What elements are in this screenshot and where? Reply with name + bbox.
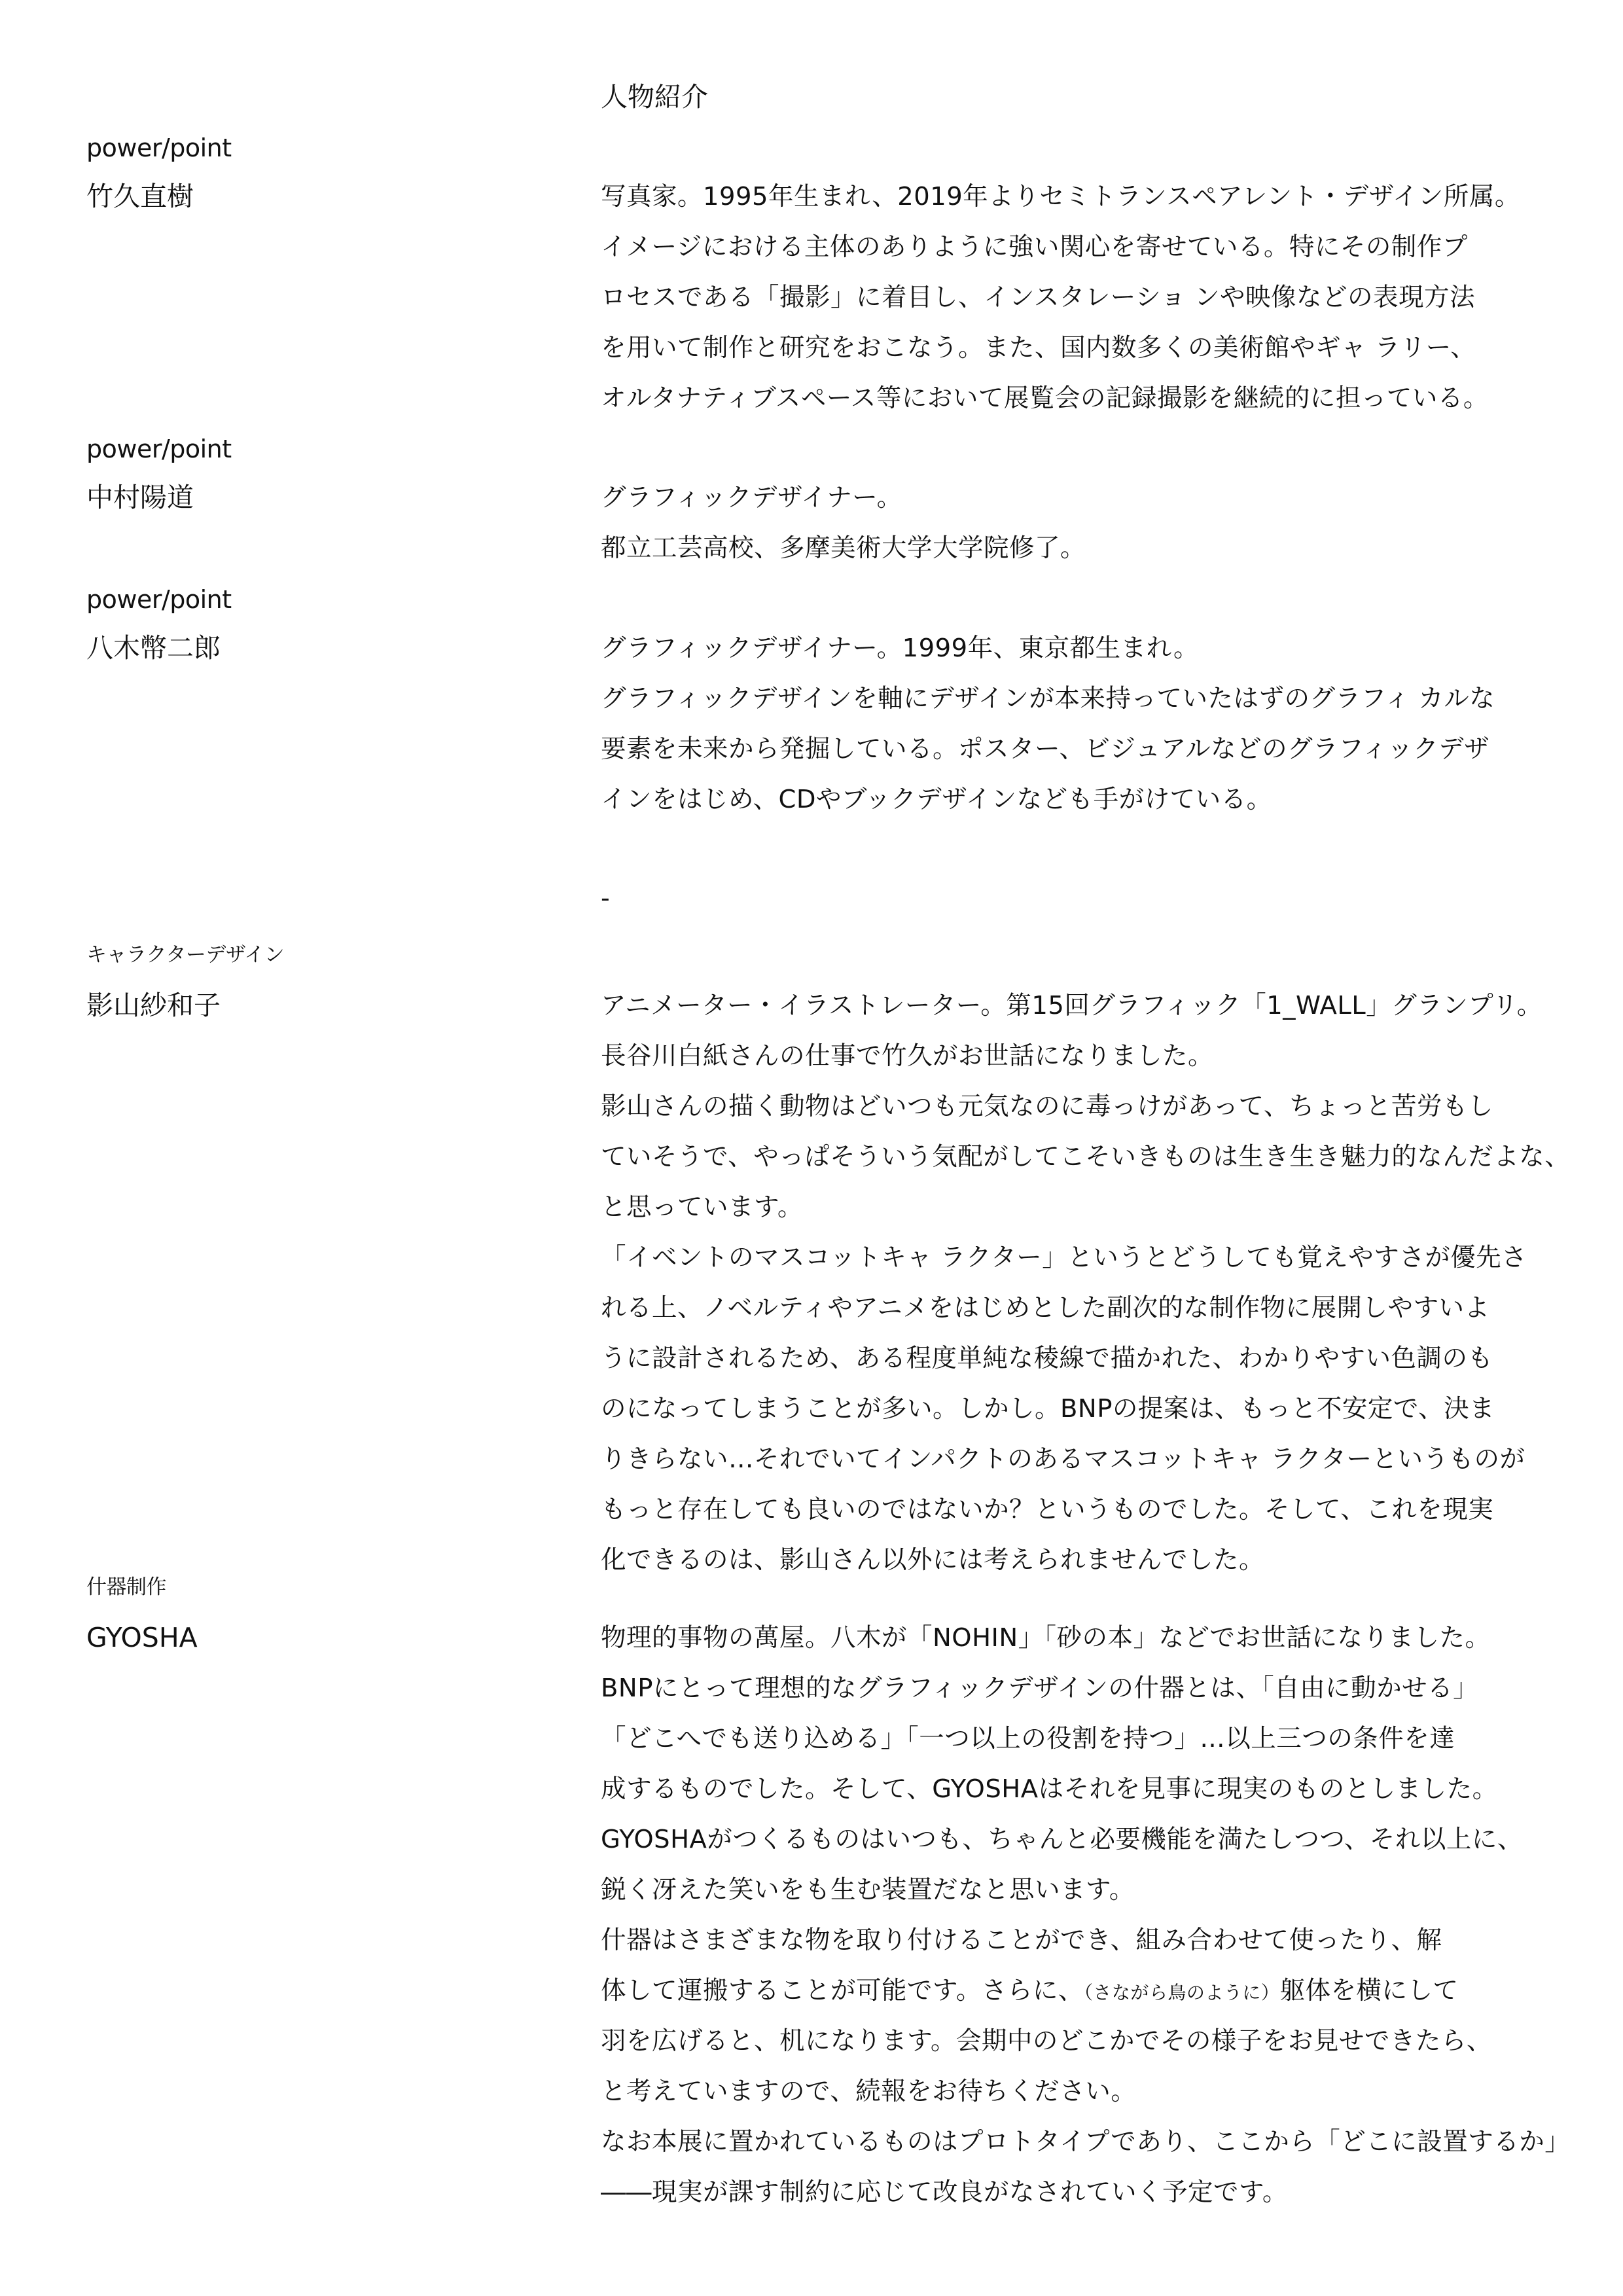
person-name: 中村陽道: [86, 482, 194, 513]
bio-line: オルタナティブスペース等において展覧会の記録撮影を継続的に担っている。: [601, 384, 1489, 413]
bio-line: ていそうで、やっぱそういう気配がしてこそいきものは生き生き魅力的なんだよな、: [601, 1142, 1571, 1172]
section-separator: -: [601, 884, 610, 912]
bio-line: 羽を広げると、机になります。会期中のどこかでその様子をお見せできたら、: [601, 2026, 1492, 2056]
bio-line: アニメーター・イラストレーター。第15回グラフィック「1_WALL」グランプリ。: [601, 991, 1543, 1020]
role-label: power/point: [86, 435, 232, 463]
person-name: 影山紗和子: [86, 990, 221, 1021]
person-name: GYOSHA: [86, 1622, 198, 1653]
bio-line: GYOSHAがつくるものはいつも、ちゃんと必要機能を満たしつつ、それ以上に、: [601, 1825, 1523, 1854]
bio-line: りきらない…それでいてインパクトのあるマスコットキャ ラクターというものが: [601, 1444, 1525, 1474]
bio-line: 影山さんの描く動物はどいつも元気なのに毒っけがあって、ちょっと苦労もし: [601, 1092, 1493, 1121]
bio-line: 成するものでした。そして、GYOSHAはそれを見事に現実のものとしました。: [601, 1774, 1498, 1804]
bio-line: うに設計されるため、ある程度単純な稜線で描かれた、わかりやすい色調のも: [601, 1344, 1493, 1373]
person-bio: [601, 980, 1571, 1585]
bio-line-text: 体して運搬することが可能です。さらに、: [601, 1976, 1084, 2005]
person-name: 八木幣二郎: [86, 632, 221, 664]
bio-line: 什器はさまざまな物を取り付けることができ、組み合わせて使ったり、解: [601, 1926, 1442, 1955]
bio-line: 物理的事物の萬屋。八木が「NOHIN」「砂の本」などでお世話になりました。: [601, 1623, 1491, 1653]
bio-line: グラフィックデザイナー。: [601, 483, 902, 512]
role-label: power/point: [86, 134, 232, 162]
bio-line: と考えていますので、続報をお待ちください。: [601, 2077, 1137, 2106]
bio-line: もっと存在しても良いのではないか？というものでした。そして、これを現実: [601, 1495, 1494, 1524]
bio-line: BNPにとって理想的なグラフィックデザインの什器とは、「自由に動かせる」: [601, 1674, 1479, 1703]
bio-line: 「どこへでも送り込める」「一つ以上の役割を持つ」…以上三つの条件を達: [601, 1724, 1455, 1753]
bio-line: 長谷川白紙さんの仕事で竹久がお世話になりました。: [601, 1041, 1214, 1071]
person-bio: [601, 1613, 1571, 2217]
bio-line: 化できるのは、影山さん以外には考えられませんでした。: [601, 1545, 1265, 1575]
role-label: power/point: [86, 585, 232, 614]
bio-line: グラフィックデザインを軸にデザインが本来持っていたはずのグラフィ カルな: [601, 684, 1495, 713]
bio-line: 写真家。1995年生まれ、2019年よりセミトランスペアレント・デザイン所属。: [601, 182, 1520, 211]
bio-line: を用いて制作と研究をおこなう。また、国内数多くの美術館やギャ ラリー、: [601, 333, 1476, 363]
person-bio: [601, 623, 1563, 825]
bio-line: と思っています。: [601, 1193, 803, 1222]
bio-line: ――現実が課す制約に応じて改良がなされていく予定です。: [601, 2178, 1288, 2207]
bio-line: のになってしまうことが多い。しかし。BNPの提案は、もっと不安定で、決ま: [601, 1394, 1495, 1424]
role-label: 什器制作: [86, 1575, 166, 1599]
person-name: 竹久直樹: [86, 181, 194, 212]
bio-line: インをはじめ、CDやブックデザインなども手がけている。: [601, 785, 1272, 814]
role-label: キャラクターデザイン: [86, 943, 285, 967]
bio-line: 「イベントのマスコットキャ ラクター」というとどうしても覚えやすさが優先さ: [601, 1243, 1527, 1272]
bio-line: 要素を未来から発掘している。ポスター、ビジュアルなどのグラフィックデザ: [601, 734, 1490, 764]
bio-line: イメージにおける主体のありように強い関心を寄せている。特にその制作プ: [601, 232, 1468, 262]
person-bio: [601, 473, 1563, 573]
bio-line: れる上、ノベルティやアニメをはじめとした副次的な制作物に展開しやすいよ: [601, 1293, 1490, 1323]
bio-line: グラフィックデザイナー。1999年、東京都生まれ。: [601, 634, 1199, 663]
bio-line-with-note: [601, 1965, 1563, 2016]
page-title: 人物紹介: [601, 81, 708, 113]
bio-line: ロセスである「撮影」に着目し、インスタレーショ ンや映像などの表現方法: [601, 283, 1476, 312]
bio-line: 都立工芸高校、多摩美術大学大学院修了。: [601, 533, 1086, 563]
bio-line: 鋭く冴えた笑いをも生む装置だなと思います。: [601, 1875, 1135, 1905]
person-bio: [601, 171, 1563, 423]
bio-line: なお本展に置かれているものはプロトタイプであり、ここから「どこに設置するか」: [601, 2127, 1571, 2157]
bio-line-tail: 躯体を横にして: [1279, 1976, 1459, 2005]
inline-note: （さながら鳥のように）: [1083, 1982, 1280, 2003]
